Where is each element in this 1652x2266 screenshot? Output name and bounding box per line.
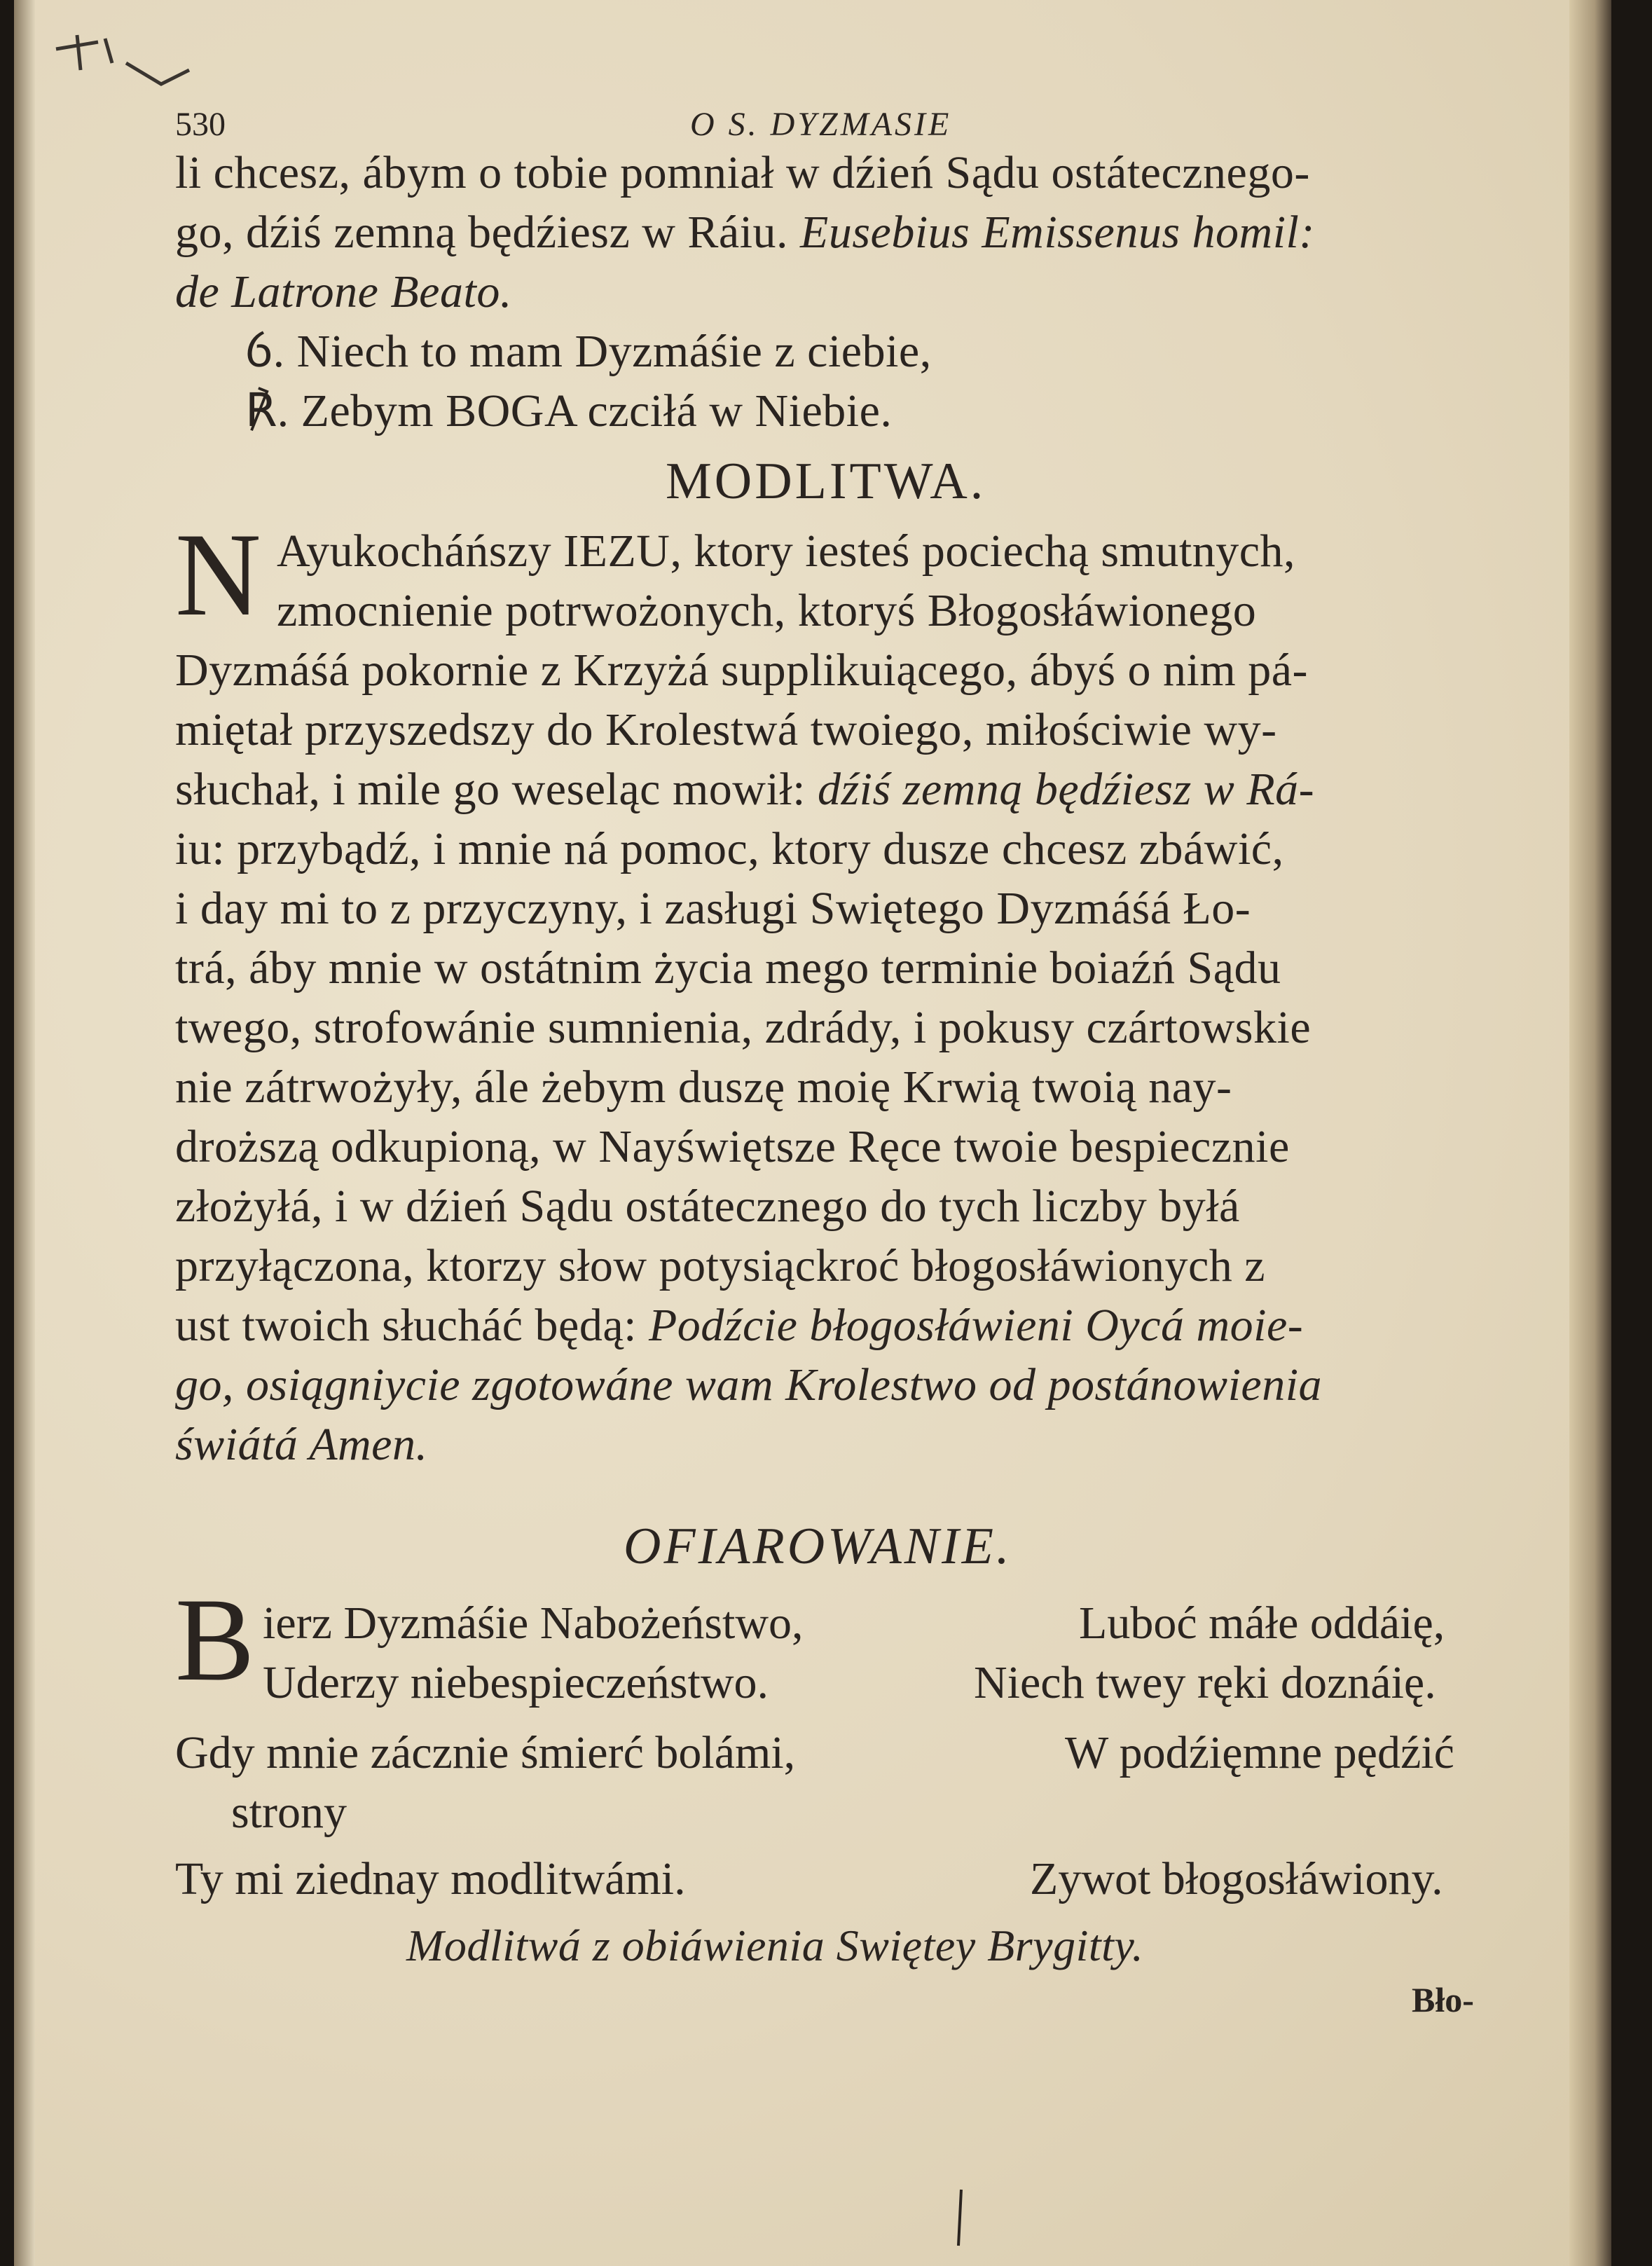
poem-left: ierz Dyzmáśie Nabożeństwo, <box>263 1598 804 1649</box>
intro-line-2 <box>175 203 1315 262</box>
offering-dropcap: B <box>175 1574 255 1705</box>
prayer-dropcap: N <box>175 509 261 640</box>
response: ℟. Zebym BOGA czciłá w Niebie. <box>245 385 893 437</box>
intro-line-1: li chcesz, ábym o tobie pomniał w dźień Sądu ostátecznego- <box>175 147 1310 198</box>
prayer-line: iu: przybądź, i mnie ná pomoc, ktory dusze chcesz zbáwić, <box>175 823 1284 874</box>
prayer-line-roman: słuchał, i mile go weseląc mowił: <box>175 764 806 815</box>
book-page <box>14 0 1611 2266</box>
prayer-line: zmocnienie potrwożonych, ktoryś Błogosłáwionego <box>277 585 1257 636</box>
closing-title: Modlitwá z obiáwienia Swiętey Brygitty. <box>406 1921 1144 1970</box>
versicle: ỽ. Niech to mam Dyzmáśie z ciebie, <box>245 326 932 377</box>
running-title: O S. DYZMASIE <box>690 106 952 143</box>
poem-left: Gdy mnie zácznie śmierć bolámi, <box>175 1727 796 1778</box>
poem-right: Niech twey ręki doznáię. <box>974 1657 1436 1708</box>
intro-citation: Eusebius Emissenus homil: <box>800 207 1315 258</box>
prayer-quote: Podźcie błogosłáwieni Oycá moie- <box>648 1300 1304 1351</box>
poem-left: Ty mi ziednay modlitwámi. <box>175 1853 686 1904</box>
prayer-line: nie zátrwożyły, ále żebym duszę moię Krwią twoią nay- <box>175 1062 1232 1113</box>
ink-stroke <box>953 2186 967 2249</box>
section-heading-prayer: MODLITWA. <box>666 453 986 510</box>
prayer-line: przyłączona, ktorzy słow potysiąckroć błogosłáwionych z <box>175 1240 1266 1291</box>
intro-citation-cont: de Latrone Beato. <box>175 266 512 317</box>
prayer-line-roman: ust twoich słucháć będą: <box>175 1300 637 1351</box>
prayer-quote: dźiś zemną będźiesz w Rá- <box>817 764 1315 815</box>
prayer-line: trá, áby mnie w ostátnim życia mego terminie boiaźń Sądu <box>175 942 1281 994</box>
prayer-quote: świátá Amen. <box>175 1419 428 1470</box>
prayer-line: miętał przyszedszy do Krolestwá twoiego, miłościwie wy- <box>175 704 1277 755</box>
poem-right: Luboć máłe oddáię, <box>1079 1598 1445 1649</box>
prayer-line: twego, strofowánie sumnienia, zdrády, i pokusy czártowskie <box>175 1002 1312 1053</box>
catchword: Bło- <box>1412 1980 1474 2019</box>
poem-right: W podźięmne pędźić <box>1065 1727 1454 1778</box>
page-number: 530 <box>175 106 226 143</box>
prayer-line <box>175 760 1314 819</box>
poem-left: strony <box>231 1787 347 1838</box>
page-text <box>14 0 1611 2266</box>
prayer-line: Ayukocháńszy IEZU, ktory iesteś pociechą smutnych, <box>277 526 1296 577</box>
prayer-line: droższą odkupioną, w Nayświętsze Ręce twoie bespiecznie <box>175 1121 1290 1172</box>
section-heading-offering: OFIAROWANIE. <box>624 1518 1012 1575</box>
intro-line-2-roman: go, dźiś zemną będźiesz w Ráiu. <box>175 207 789 258</box>
prayer-quote: go, osiągniycie zgotowáne wam Krolestwo od postánowienia <box>175 1359 1323 1410</box>
prayer-line: i day mi to z przyczyny, i zasługi Swiętego Dyzmáśá Ło- <box>175 883 1251 934</box>
prayer-line: Dyzmáśá pokornie z Krzyżá supplikuiącego, ábyś o nim pá- <box>175 645 1308 696</box>
poem-right: Zywot błogosłáwiony. <box>1030 1853 1443 1904</box>
prayer-line: złożyłá, i w dźień Sądu ostátecznego do tych liczby byłá <box>175 1181 1240 1232</box>
prayer-line <box>175 1296 1303 1355</box>
poem-left: Uderzy niebespieczeństwo. <box>263 1657 769 1708</box>
